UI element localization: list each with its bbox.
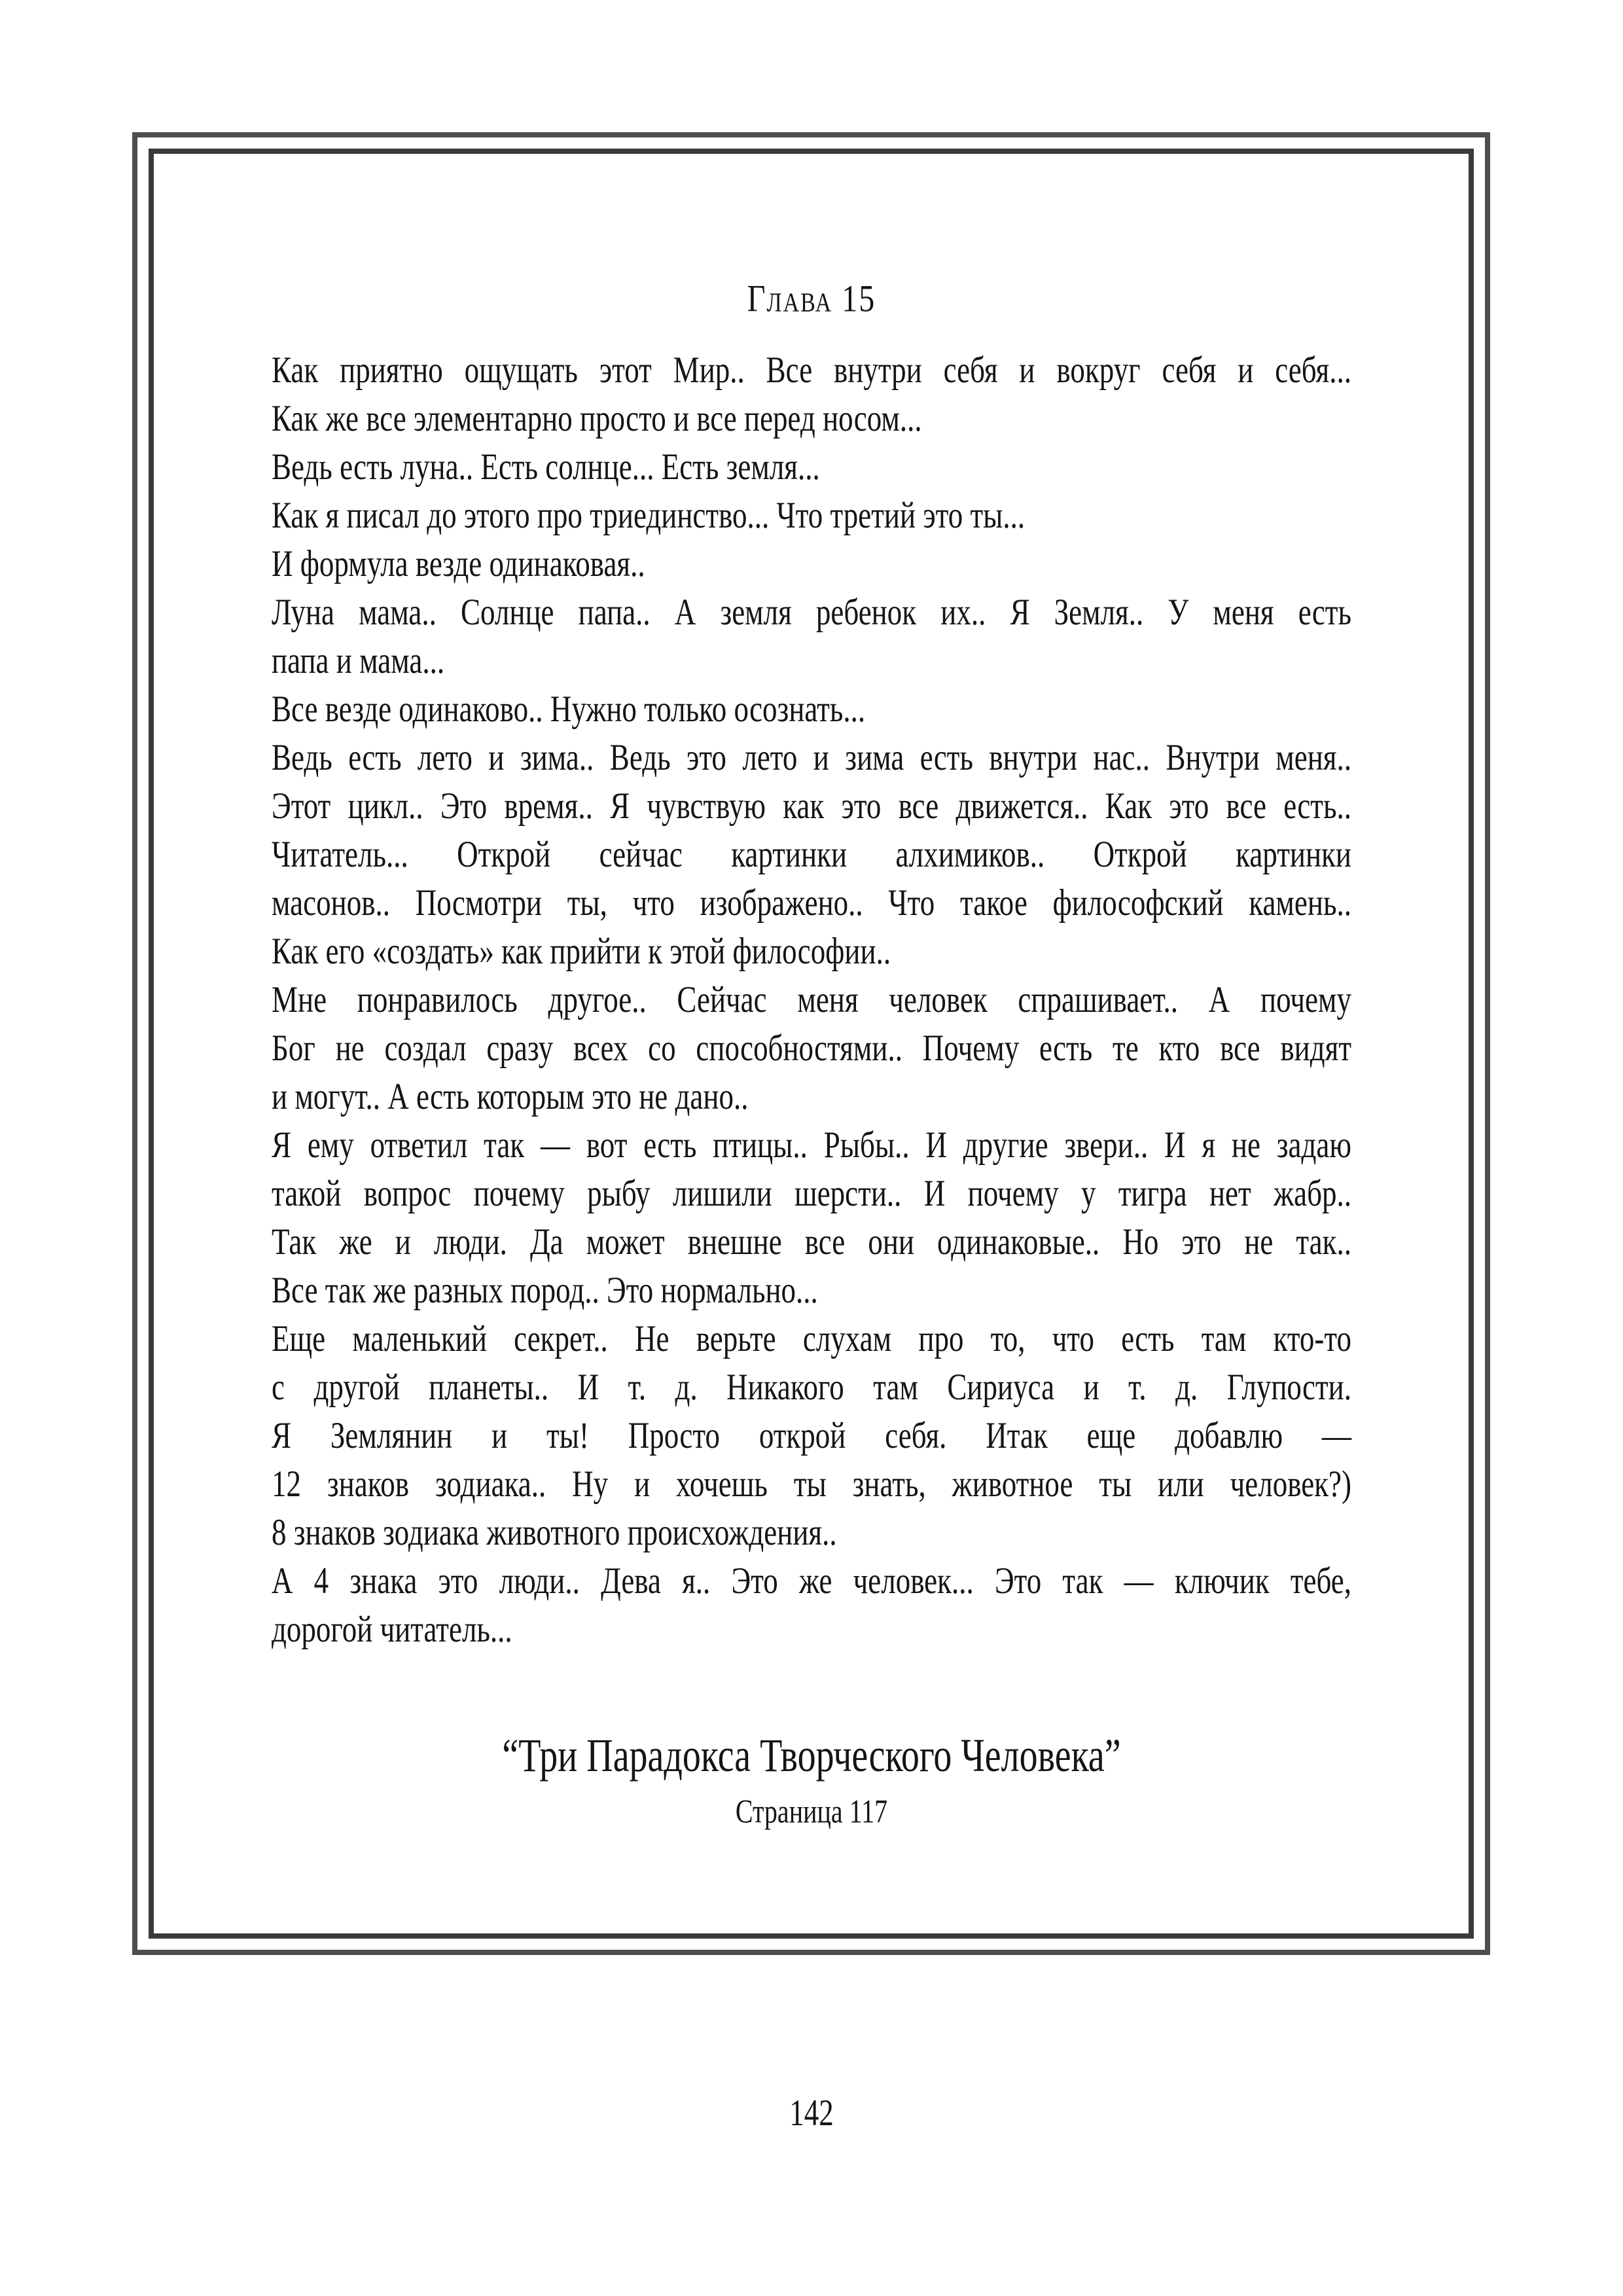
page-number: 142	[789, 2092, 834, 2134]
text-line: Мне понравилось другое.. Сейчас меня человек спрашивает.. А почему	[272, 978, 1351, 1020]
text-line: Этот цикл.. Это время.. Я чувствую как это все движется.. Как это все есть..	[272, 785, 1351, 827]
book-quote-page-ref: Страница 117	[735, 1792, 888, 1831]
text-line: Еще маленький секрет.. Не верьте слухам про то, что есть там кто-то	[272, 1318, 1351, 1359]
text-line: Я Землянин и ты! Просто открой себя. Итак еще добавлю —	[272, 1414, 1351, 1456]
chapter-heading: Глава 15	[747, 278, 876, 320]
book-quote-title: “Три Парадокса Творческого Человека”	[502, 1730, 1121, 1782]
text-line: Как я писал до этого про триединство... Что третий это ты...	[272, 494, 1026, 536]
text-line: 12 знаков зодиака.. Ну и хочешь ты знать, животное ты или человек?)	[272, 1463, 1351, 1505]
text-line: и могут.. А есть которым это не дано..	[272, 1075, 749, 1117]
text-line: Ведь есть луна.. Есть солнце... Есть земля...	[272, 446, 820, 488]
text-line: Луна мама.. Солнце папа.. А земля ребенок их.. Я Земля.. У меня есть	[272, 591, 1351, 633]
text-line: А 4 знака это люди.. Дева я.. Это же человек... Это так — ключик тебе,	[272, 1560, 1351, 1602]
text-line: 8 знаков зодиака животного происхождения..	[272, 1511, 837, 1553]
text-line: И формула везде одинаковая..	[272, 543, 645, 584]
text-line: с другой планеты.. И т. д. Никакого там Сириуса и т. д. Глупости.	[272, 1366, 1351, 1408]
text-line: папа и мама...	[272, 639, 445, 681]
text-line: такой вопрос почему рыбу лишили шерсти.. И почему у тигра нет жабр..	[272, 1172, 1351, 1214]
text-line: Как его «создать» как прийти к этой философии..	[272, 930, 891, 972]
text-line: Как же все элементарно просто и все перед носом...	[272, 397, 922, 439]
text-line: дорогой читатель...	[272, 1608, 512, 1650]
text-line: Я ему ответил так — вот есть птицы.. Рыбы.. И другие звери.. И я не задаю	[272, 1124, 1351, 1166]
text-line: Ведь есть лето и зима.. Ведь это лето и зима есть внутри нас.. Внутри меня..	[272, 736, 1351, 778]
text-line: Все так же разных пород.. Это нормально...	[272, 1269, 818, 1311]
chapter-body	[272, 346, 1351, 1653]
text-line: Как приятно ощущать этот Мир.. Все внутри себя и вокруг себя и себя...	[272, 349, 1351, 391]
text-line: Читатель... Открой сейчас картинки алхимиков.. Открой картинки	[272, 833, 1351, 875]
text-line: Бог не создал сразу всех со способностями.. Почему есть те кто все видят	[272, 1027, 1351, 1069]
text-line: Так же и люди. Да может внешне все они одинаковые.. Но это не так..	[272, 1221, 1351, 1263]
text-line: Все везде одинаково.. Нужно только осознать...	[272, 688, 866, 730]
text-line: масонов.. Посмотри ты, что изображено.. Что такое философский камень..	[272, 882, 1351, 924]
